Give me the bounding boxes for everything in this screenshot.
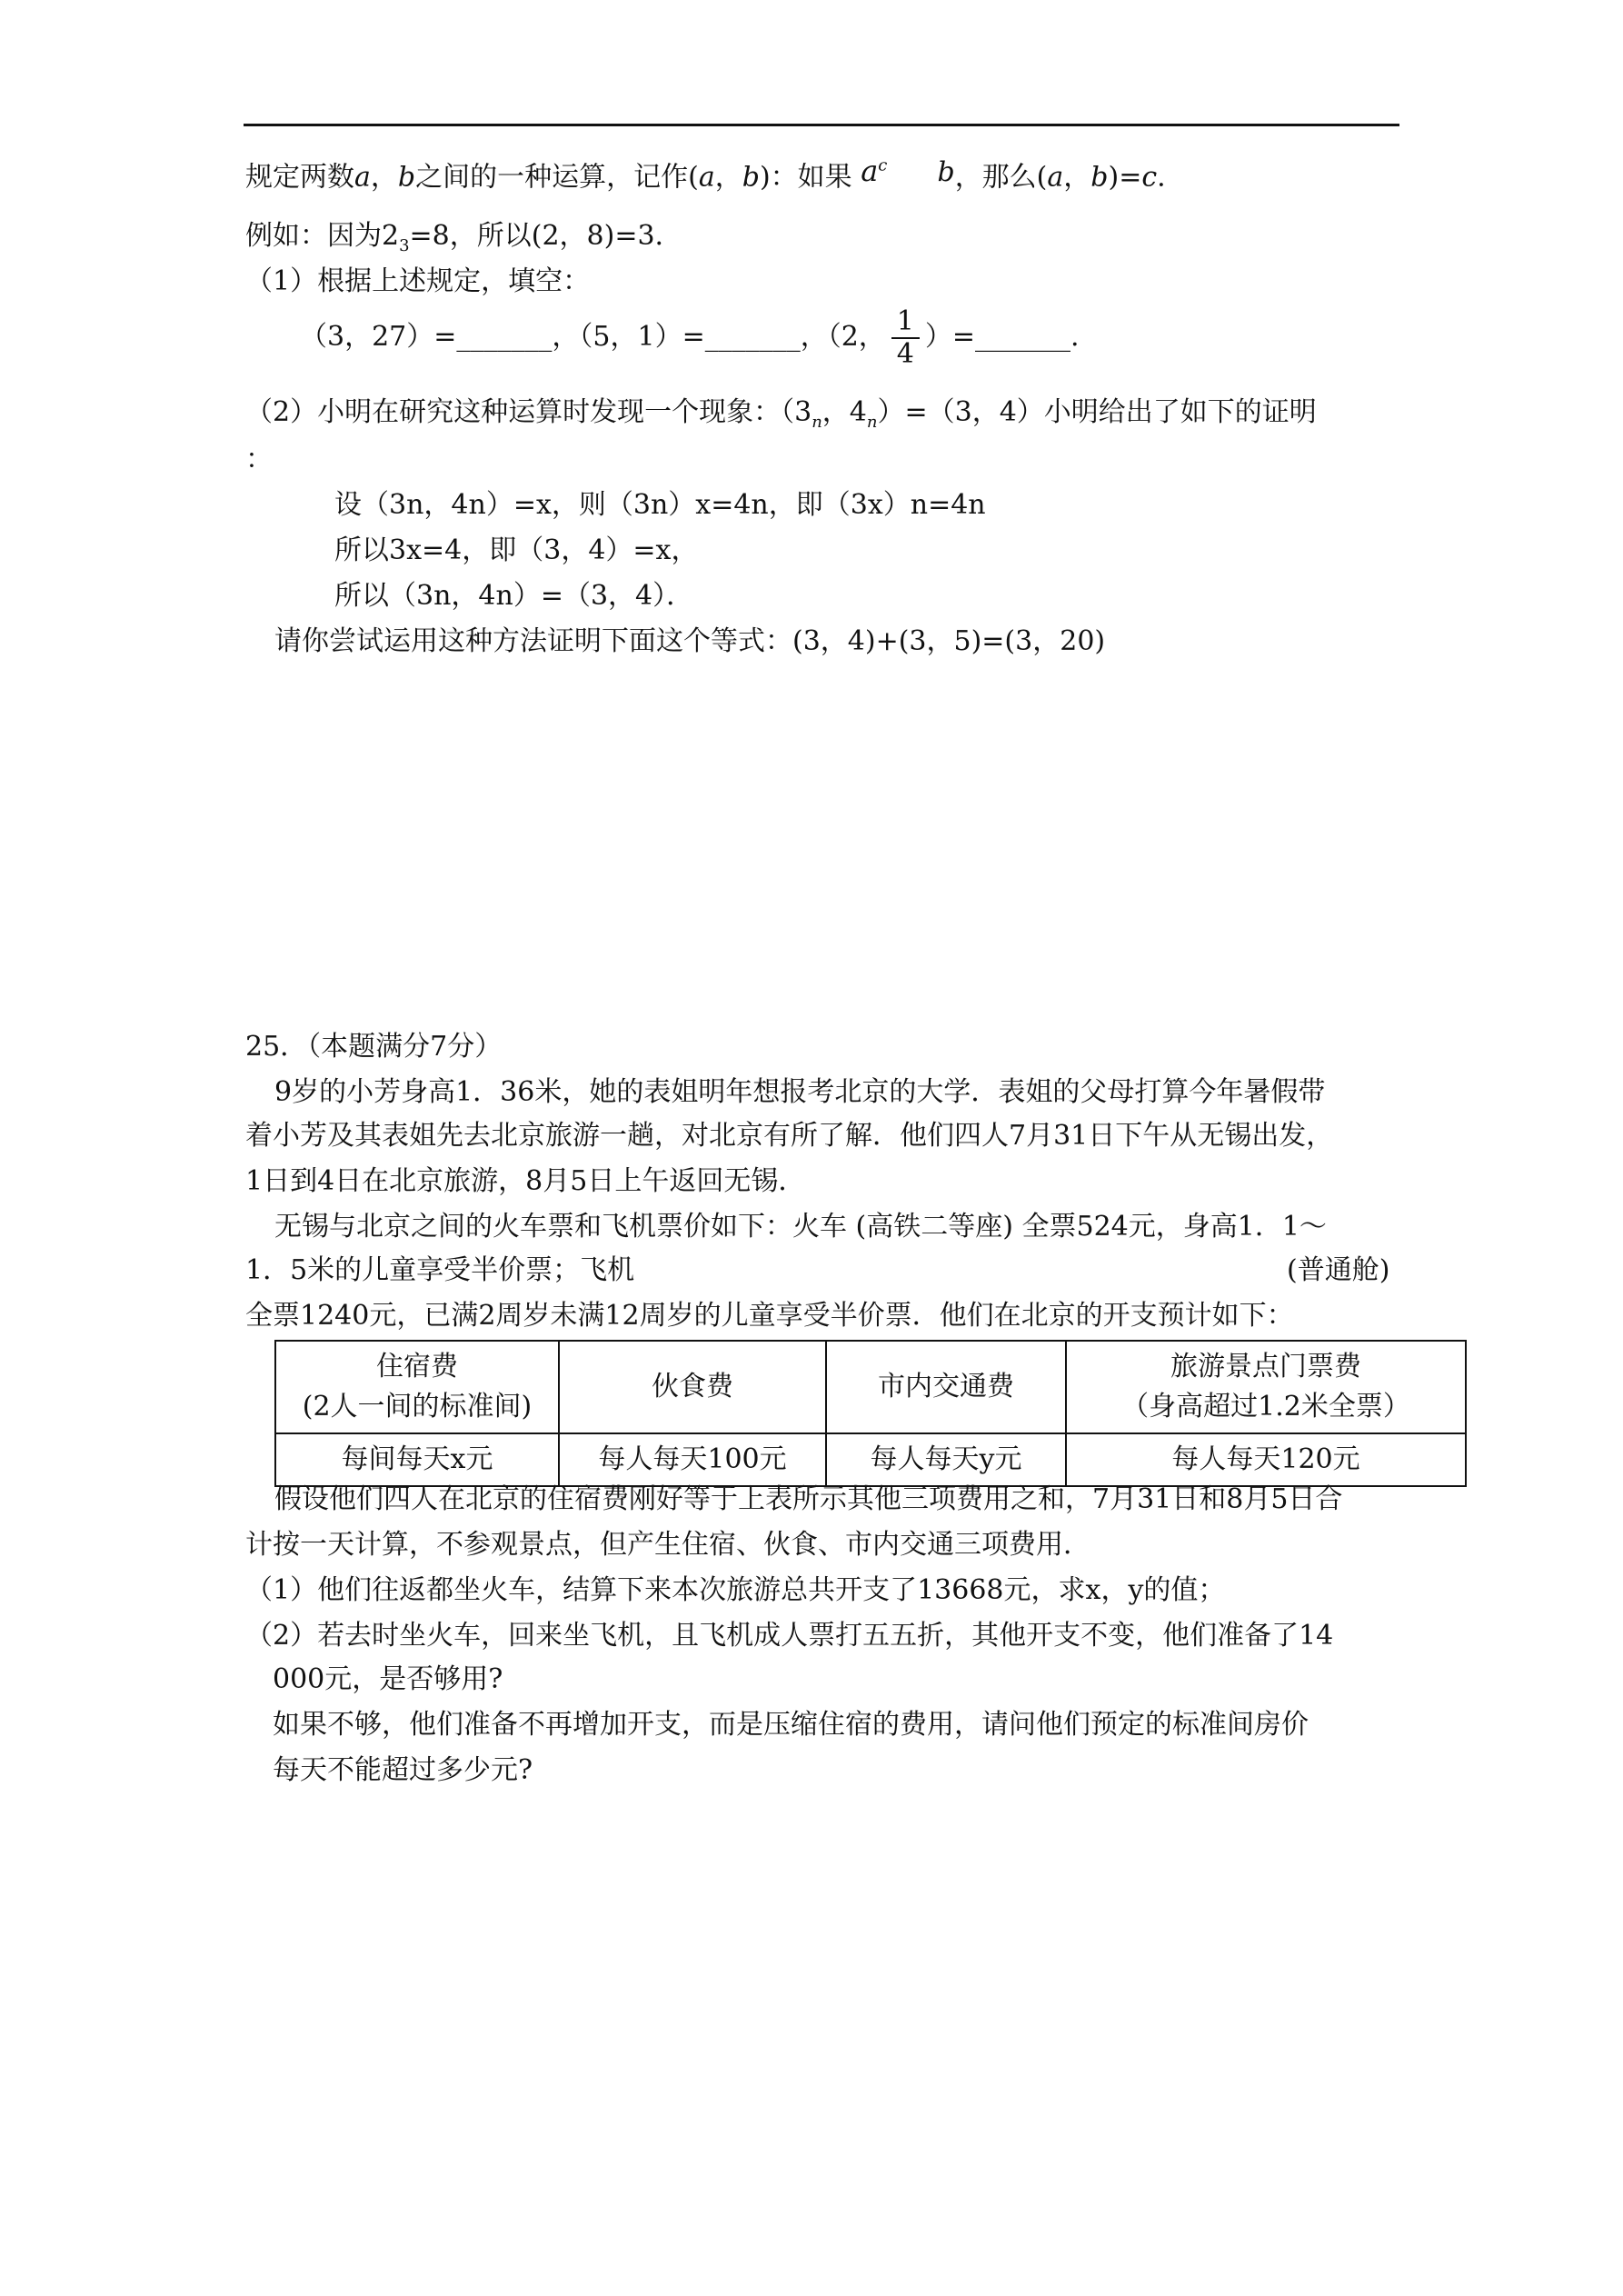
cell-tickets: 每人每天120元 (1066, 1433, 1466, 1486)
q24-proof-line3: 所以（3n，4n）=（3，4）． (334, 580, 694, 612)
header-transport: 市内交通费 (826, 1341, 1066, 1433)
q24-part2-colon: ： (245, 444, 273, 475)
q24-part1-blanks: （3，27）=_______，（5，1）=_______，（2， $\frac{1}{4}$ ）=_______. (300, 305, 1080, 370)
q24-example: 例如：因为$2_3=8$，所以(2，8)=3． (245, 220, 682, 255)
cell-lodging: 每间每天x元 (275, 1433, 559, 1486)
q25-para1-line1: 9岁的小芳身高1．36米，她的表姐明年想报考北京的大学．表姐的父母打算今年暑假带 (274, 1076, 1326, 1108)
q25-para2-line3: 全票1240元，已满2周岁未满12周岁的儿童享受半价票．他们在北京的开支预计如下： (245, 1300, 1294, 1332)
q24-part1-heading: （1）根据上述规定，填空： (245, 265, 591, 297)
table-header-row (275, 1341, 1466, 1433)
fraction-one-quarter: $\frac{1}{4}$ (891, 306, 920, 370)
cell-transport: 每人每天y元 (826, 1433, 1066, 1486)
header-rule (244, 124, 1399, 126)
q25-para2-line2-cabin: (普通舱) (1287, 1254, 1390, 1286)
q25-sub2-line2: 000元，是否够用? (273, 1663, 503, 1695)
q25-para1-line3: 1日到4日在北京旅游，8月5日上午返回无锡． (245, 1165, 806, 1197)
q24-task: 请你尝试运用这种方法证明下面这个等式：(3，4)+(3，5)=(3，20) (274, 625, 1106, 657)
q25-para3-line2: 计按一天计算，不参观景点，但产生住宿、伙食、市内交通三项费用． (245, 1529, 1090, 1561)
header-food: 伙食费 (559, 1341, 826, 1433)
cell-food: 每人每天100元 (559, 1433, 826, 1486)
q25-header: 25．（本题满分7分） (245, 1031, 503, 1063)
q25-sub2-line3: 如果不够，他们准备不再增加开支，而是压缩住宿的费用，请问他们预定的标准间房价 (273, 1709, 1309, 1741)
q25-sub2-line1: （2）若去时坐火车，回来坐飞机，且飞机成人票打五五折，其他开支不变，他们准备了14 (245, 1620, 1334, 1652)
expense-table (274, 1340, 1467, 1487)
q25-para2-line2: 1．5米的儿童享受半价票；飞机 (245, 1254, 635, 1286)
table-row (275, 1433, 1466, 1486)
q25-sub2-line4: 每天不能超过多少元? (273, 1754, 533, 1786)
header-tickets: 旅游景点门票费 （身高超过1.2米全票） (1066, 1341, 1466, 1433)
header-lodging: 住宿费 (2人一间的标准间) (275, 1341, 559, 1433)
q24-proof-line2: 所以3x=4，即（3，4）=x， (334, 534, 699, 566)
q24-part2-heading: （2）小明在研究这种运算时发现一个现象：（$3_n$，$4_n)=(3$，4）小明给出了如下的证明 (245, 396, 1317, 432)
q24-proof-line1: 设（3n，4n）=x，则（3n）x=4n，即（3x）n=4n (334, 489, 986, 521)
q25-para1-line2: 着小芳及其表姐先去北京旅游一趟，对北京有所了解．他们四人7月31日下午从无锡出发， (245, 1120, 1334, 1152)
q25-sub1: （1）他们往返都坐火车，结算下来本次旅游总共开支了13668元，求x，y的值； (245, 1574, 1226, 1606)
q24-definition: 规定两数a，b之间的一种运算，记作(a，b)：如果 $a^c$ b，那么(a，b)=c. (245, 153, 1166, 194)
q25-para3-line1: 假设他们四人在北京的住宿费刚好等于上表所示其他三项费用之和，7月31日和8月5日合 (274, 1483, 1343, 1515)
q25-para2-line1: 无锡与北京之间的火车票和飞机票价如下：火车 (高铁二等座) 全票524元，身高1．1～ (274, 1211, 1327, 1243)
